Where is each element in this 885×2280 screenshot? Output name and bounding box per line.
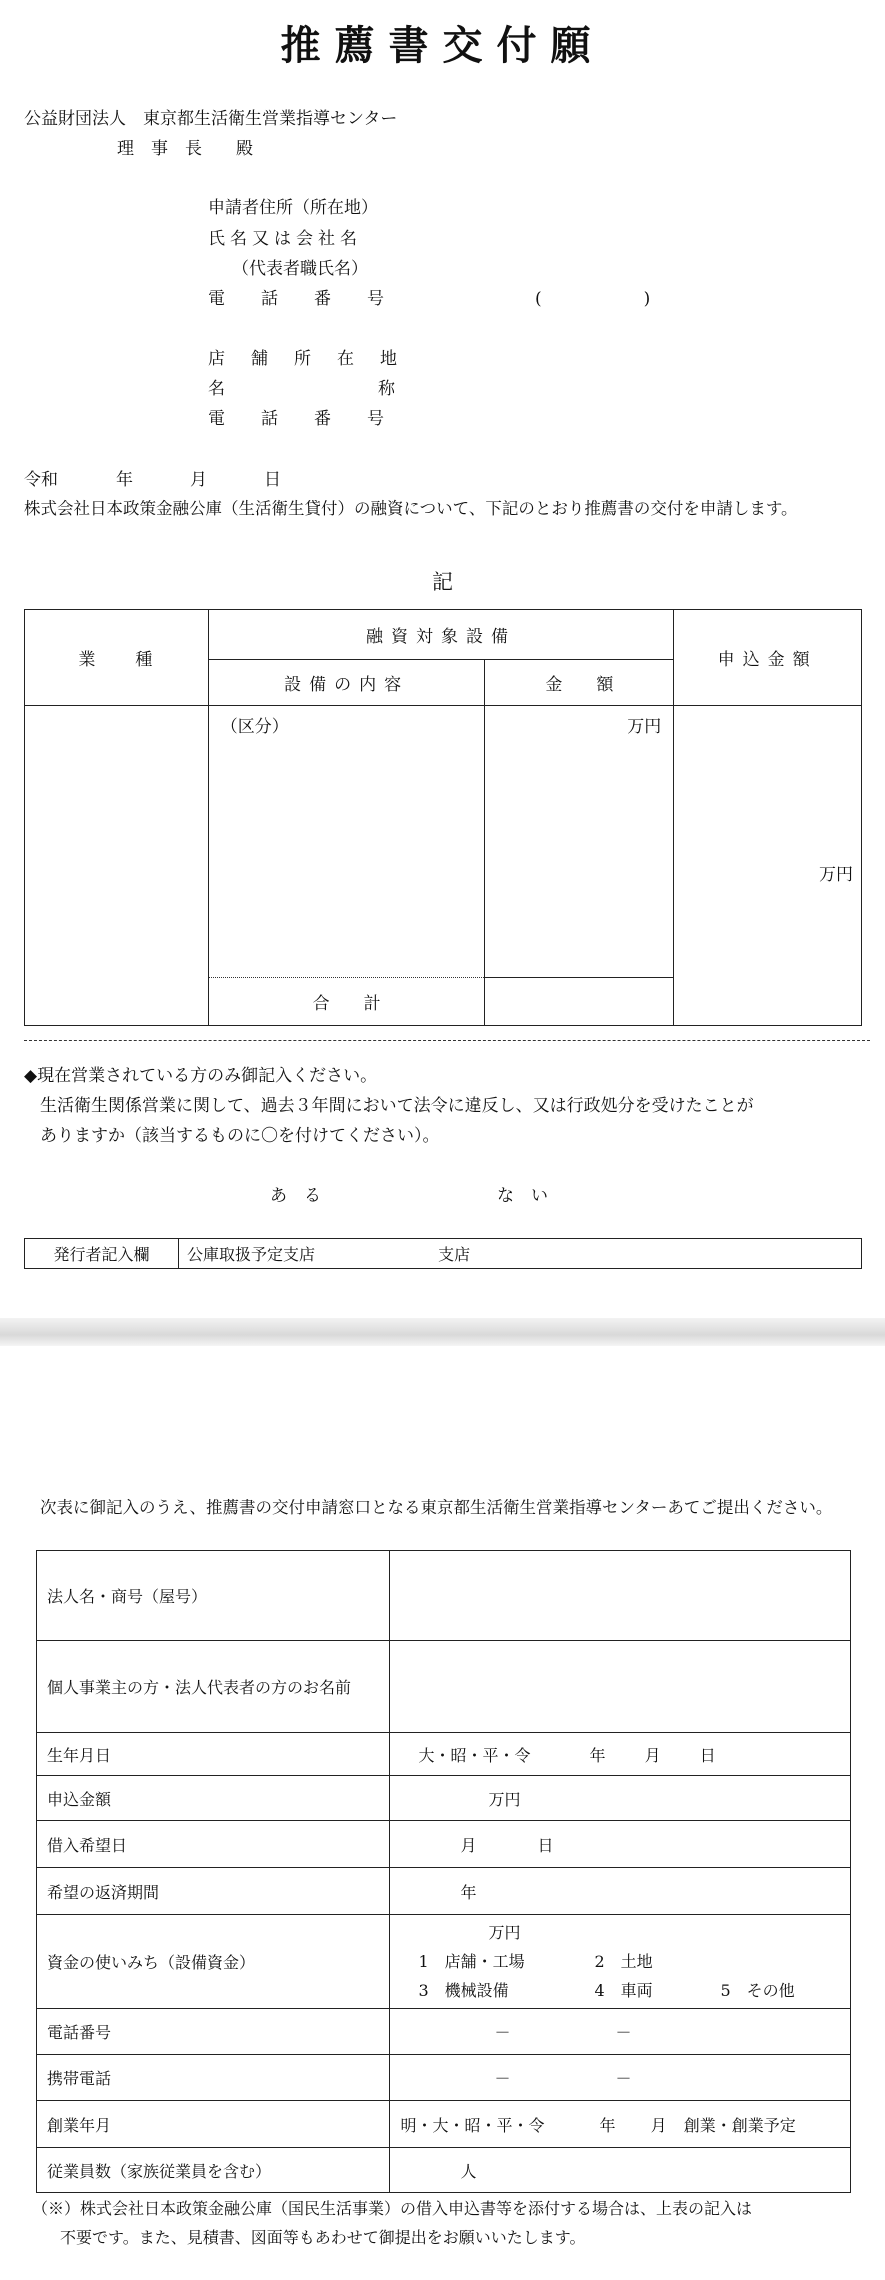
founded-year: 年 bbox=[599, 2115, 616, 2135]
founded-label: 創業年月 bbox=[37, 2101, 390, 2148]
birth-era: 大・昭・平・令 bbox=[418, 1745, 531, 1765]
notice-line1: 生活衛生関係営業に関して、過去３年間において法令に違反し、又は行政処分を受けたことが bbox=[40, 1096, 754, 1116]
amount-unit: 万円 bbox=[627, 717, 662, 737]
mobile-input[interactable] bbox=[390, 2055, 851, 2101]
date-day: 日 bbox=[264, 470, 281, 490]
applicant-address-label: 申請者住所（所在地） bbox=[208, 198, 378, 218]
apply-label: 申込金額 bbox=[37, 1776, 390, 1821]
ki-heading: 記 bbox=[432, 570, 453, 594]
founded-month: 月 bbox=[650, 2115, 667, 2135]
founded-era: 明・大・昭・平・令 bbox=[400, 2115, 545, 2135]
apply-amount-header: 申込金額 bbox=[674, 610, 862, 706]
use-option-3[interactable]: 3 機械設備 bbox=[418, 1981, 509, 2000]
birth-day: 日 bbox=[699, 1745, 716, 1765]
repay-year: 年 bbox=[460, 1882, 477, 1902]
use-unit: 万円 bbox=[488, 1923, 521, 1942]
person-label: 個人事業主の方・法人代表者の方のお名前 bbox=[37, 1641, 390, 1733]
issuer-label: 発行者記入欄 bbox=[25, 1239, 179, 1269]
phone-label: 電話番号 bbox=[37, 2009, 390, 2055]
notice-line2: ありますか（該当するものに〇を付けてください）。 bbox=[40, 1126, 440, 1146]
addressee-org: 公益財団法人 東京都生活衛生営業指導センター bbox=[24, 109, 398, 129]
total-label: 合 計 bbox=[208, 978, 485, 1026]
phone-dash-2: － bbox=[615, 2023, 632, 2042]
applicant-phone-label: 電話番号 bbox=[208, 289, 420, 309]
request-text: 株式会社日本政策金融公庫（生活衛生貸付）の融資について、下記のとおり推薦書の交付を申請します。 bbox=[24, 499, 798, 518]
use-option-4[interactable]: 4 車両 bbox=[594, 1981, 653, 2000]
applicant-rep-label: （代表者職氏名） bbox=[232, 259, 368, 279]
mobile-label: 携帯電話 bbox=[37, 2055, 390, 2101]
issuer-table bbox=[24, 1238, 862, 1269]
addressee-chair: 理 事 長 殿 bbox=[117, 139, 253, 159]
employees-unit: 人 bbox=[460, 2161, 477, 2181]
issuer-branch-label: 公庫取扱予定支店 bbox=[187, 1245, 316, 1264]
use-option-5[interactable]: 5 その他 bbox=[720, 1981, 795, 2000]
store-phone-label: 電話番号 bbox=[208, 409, 420, 429]
employees-label: 従業員数（家族従業員を含む） bbox=[37, 2148, 390, 2193]
borrow-month: 月 bbox=[460, 1835, 477, 1855]
issuer-branch-suffix: 支店 bbox=[438, 1245, 471, 1264]
birth-year: 年 bbox=[589, 1745, 606, 1765]
content-cell[interactable] bbox=[208, 706, 485, 978]
industry-cell[interactable] bbox=[25, 706, 209, 1026]
option-yes[interactable]: あ る bbox=[270, 1186, 321, 1206]
apply-amount-unit: 万円 bbox=[819, 865, 853, 885]
apply-amount-cell[interactable] bbox=[674, 706, 862, 1026]
issuer-branch-cell[interactable] bbox=[179, 1239, 862, 1269]
date-month: 月 bbox=[190, 470, 207, 490]
industry-header: 業 種 bbox=[25, 610, 209, 706]
store-address-label: 店舗所在地 bbox=[208, 349, 423, 369]
applicant-phone-parens: ( ) bbox=[535, 289, 651, 309]
apply-unit: 万円 bbox=[488, 1789, 521, 1809]
use-label: 資金の使いみち（設備資金） bbox=[37, 1915, 390, 2009]
page-separator bbox=[0, 1318, 885, 1346]
mobile-dash-1: － bbox=[494, 2069, 511, 2088]
store-name-label-1: 名 bbox=[208, 379, 225, 399]
founded-plan[interactable]: 創業・創業予定 bbox=[683, 2115, 796, 2135]
amount-cell[interactable] bbox=[485, 706, 674, 978]
content-header: 設備の内容 bbox=[208, 660, 485, 706]
apply-input[interactable] bbox=[390, 1776, 851, 1821]
note-line1: （※）株式会社日本政策金融公庫（国民生活事業）の借入申込書等を添付する場合は、上表の記入は bbox=[32, 2199, 753, 2218]
page2-intro: 次表に御記入のうえ、推薦書の交付申請窓口となる東京都生活衛生営業指導センターあてご提出ください。 bbox=[40, 1498, 833, 1517]
category-label: （区分） bbox=[220, 717, 289, 737]
use-input[interactable] bbox=[390, 1915, 851, 2009]
phone-input[interactable] bbox=[390, 2009, 851, 2055]
info-table bbox=[36, 1550, 851, 2193]
notice-heading: ◆現在営業されている方のみ御記入ください。 bbox=[24, 1066, 378, 1086]
birth-input[interactable] bbox=[390, 1733, 851, 1776]
corp-input[interactable] bbox=[390, 1551, 851, 1641]
cut-line bbox=[24, 1040, 870, 1041]
phone-dash-1: － bbox=[494, 2023, 511, 2042]
date-era: 令和 bbox=[24, 470, 58, 490]
borrow-date-label: 借入希望日 bbox=[37, 1821, 390, 1868]
store-name-label-2: 称 bbox=[378, 379, 395, 399]
use-option-1[interactable]: 1 店舗・工場 bbox=[418, 1952, 525, 1971]
note-line2: 不要です。また、見積書、図面等もあわせて御提出をお願いいたします。 bbox=[60, 2228, 586, 2247]
birth-month: 月 bbox=[644, 1745, 661, 1765]
repay-label: 希望の返済期間 bbox=[37, 1868, 390, 1915]
option-no[interactable]: な い bbox=[497, 1186, 548, 1206]
facility-header: 融資対象設備 bbox=[208, 610, 673, 660]
date-year: 年 bbox=[116, 470, 133, 490]
total-amount-cell[interactable] bbox=[485, 978, 674, 1026]
use-option-2[interactable]: 2 土地 bbox=[594, 1952, 653, 1971]
birth-label: 生年月日 bbox=[37, 1733, 390, 1776]
page-title: 推薦書交付願 bbox=[280, 22, 605, 69]
repay-input[interactable] bbox=[390, 1868, 851, 1915]
founded-input[interactable] bbox=[390, 2101, 851, 2148]
corp-label: 法人名・商号（屋号） bbox=[37, 1551, 390, 1641]
person-input[interactable] bbox=[390, 1641, 851, 1733]
mobile-dash-2: － bbox=[615, 2069, 632, 2088]
applicant-name-label: 氏名又は会社名 bbox=[208, 229, 362, 249]
amount-header: 金 額 bbox=[485, 660, 674, 706]
borrow-date-input[interactable] bbox=[390, 1821, 851, 1868]
borrow-day: 日 bbox=[537, 1835, 554, 1855]
employees-input[interactable] bbox=[390, 2148, 851, 2193]
facility-table bbox=[24, 609, 862, 1026]
